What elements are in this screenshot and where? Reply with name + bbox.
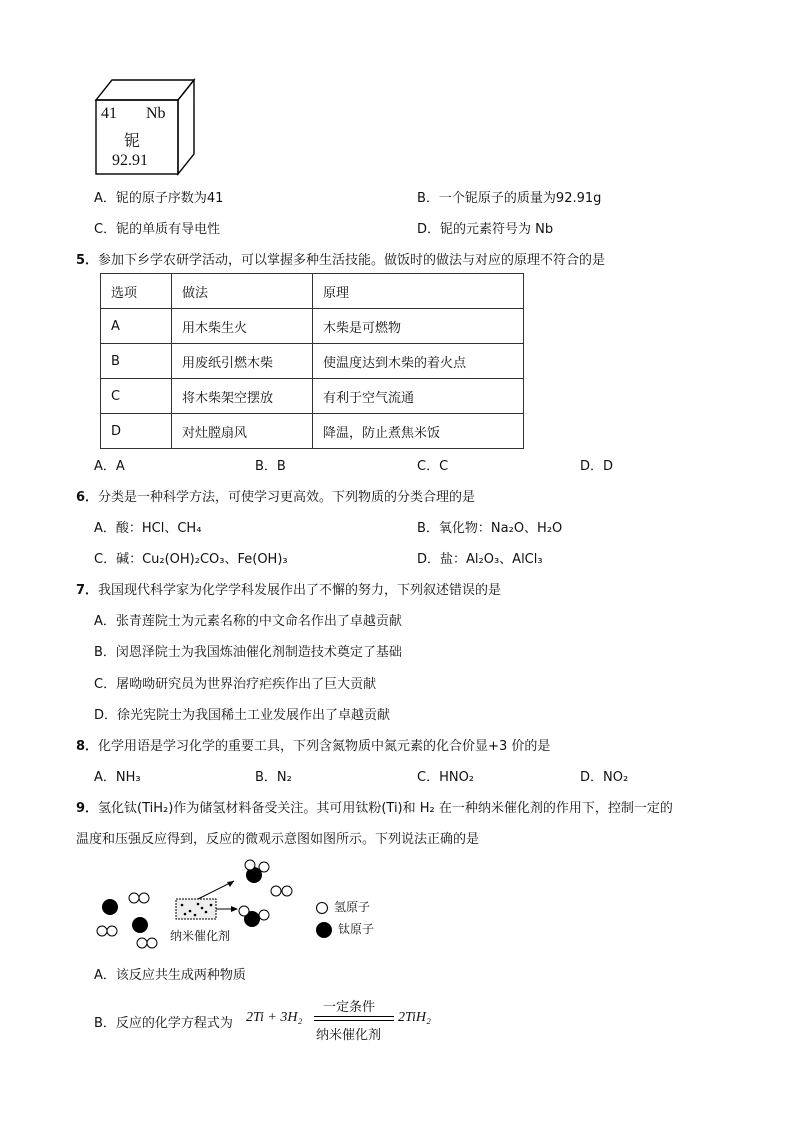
tih2-molecule [239,906,269,927]
q7-number: 7． [76,583,99,598]
table-cell: 木柴是可燃物 [313,309,524,344]
table-cell: 降温，防止煮焦米饭 [313,414,524,449]
h2-molecule [271,886,292,896]
q5-option-a: A．A [94,459,125,474]
h2-molecule [129,893,149,903]
table-header-cell: 选项 [101,274,172,309]
q8-option-a: A．NH₃ [94,770,141,785]
table-cell: 使温度达到木柴的着火点 [313,344,524,379]
q6-text: 分类是一种科学方法，可使学习更高效。下列物质的分类合理的是 [98,490,476,505]
table-header-row [101,274,524,309]
q7-stem [76,579,501,598]
q5-number: 5． [76,253,99,268]
q9-text-1: 氢化钛(TiH₂)作为储氢材料备受关注。其可用钛粉(Ti)和 H₂ 在一种纳米催化剂的作用下，控制一定的 [98,801,673,816]
catalyst-box [176,899,216,919]
tih2-molecule [245,860,269,883]
table-header-cell: 原理 [313,274,524,309]
table-cell: A [101,309,172,344]
h2-molecule [137,938,157,948]
table-row [101,309,524,344]
legend-hydrogen-label: 氢原子 [334,900,371,914]
equation-condition-bottom: 纳米催化剂 [316,1028,382,1043]
q7-option-a: A．张青莲院士为元素名称的中文命名作出了卓越贡献 [94,614,402,629]
q4-option-b: B．一个铌原子的质量为92.91g [417,191,602,206]
equation-right: 2TiH₂ [398,1010,431,1025]
element-name: 铌 [124,131,141,150]
hydrogen-atom-icon [316,902,328,914]
h2-molecule [97,926,117,936]
ti-atom [102,899,118,915]
catalyst-label: 纳米催化剂 [170,929,231,943]
table-row [101,379,524,414]
q9-stem-line1 [76,797,673,816]
q5-text: 参加下乡学农研学活动，可以掌握多种生活技能。做饭时的做法与对应的原理不符合的是 [98,253,606,268]
q6-stem [76,486,475,505]
ti-atom [132,917,148,933]
q8-option-c: C．HNO₂ [417,770,475,785]
table-header-cell: 做法 [172,274,313,309]
table-cell: 将木柴架空摆放 [172,379,313,414]
q7-option-c: C．屠呦呦研究员为世界治疗疟疾作出了巨大贡献 [94,677,377,692]
q8-text: 化学用语是学习化学的重要工具，下列含氮物质中氮元素的化合价显+3 价的是 [98,739,551,754]
q4-option-a: A．铌的原子序数为41 [94,191,224,206]
table-row [101,344,524,379]
legend-titanium [316,920,374,938]
q4-option-d: D．铌的元素符号为 Nb [417,222,554,237]
q9-option-b [94,1012,233,1031]
element-number: 41 [101,105,117,122]
element-symbol: Nb [146,105,166,122]
table-cell: 对灶膛扇风 [172,414,313,449]
table-row [101,414,524,449]
q8-stem [76,735,550,754]
equation-bar [314,1016,394,1021]
q5-option-c: C．C [417,459,449,474]
q5-table [100,273,524,449]
q9-number: 9． [76,801,99,816]
legend-titanium-label: 钛原子 [338,922,375,936]
q7-option-b: B．闵恩泽院士为我国炼油催化剂制造技术奠定了基础 [94,645,402,660]
equation-condition-top: 一定条件 [323,1000,376,1015]
element-mass: 92.91 [112,152,148,169]
q7-text: 我国现代科学家为化学学科发展作出了不懈的努力，下列叙述错误的是 [98,583,502,598]
q4-option-c: C．铌的单质有导电性 [94,222,221,237]
q9-option-b-prefix: B．反应的化学方程式为 [94,1016,233,1031]
q6-option-d: D．盐：Al₂O₃、AlCl₃ [417,552,543,567]
q8-option-b: B．N₂ [255,770,292,785]
table-cell: C [101,379,172,414]
q9-stem-line2: 温度和压强反应得到，反应的微观示意图如图所示。下列说法正确的是 [76,832,480,847]
q6-number: 6． [76,490,99,505]
legend-hydrogen [316,898,370,915]
table-cell: D [101,414,172,449]
table-cell: 有利于空气流通 [313,379,524,414]
q6-option-b: B．氧化物：Na₂O、H₂O [417,521,563,536]
table-cell: B [101,344,172,379]
q6-option-a: A．酸：HCl、CH₄ [94,521,202,536]
titanium-atom-icon [316,922,332,938]
table-cell: 用木柴生火 [172,309,313,344]
q7-option-d: D．徐光宪院士为我国稀土工业发展作出了卓越贡献 [94,708,391,723]
q6-option-c: C．碱：Cu₂(OH)₂CO₃、Fe(OH)₃ [94,552,288,567]
q8-option-d: D．NO₂ [580,770,629,785]
table-cell: 用废纸引燃木柴 [172,344,313,379]
q5-option-d: D．D [580,459,614,474]
q5-stem [76,249,605,268]
q5-option-b: B．B [255,459,286,474]
q8-number: 8． [76,739,99,754]
q9-option-a: A．该反应共生成两种物质 [94,968,246,983]
equation-left: 2Ti + 3H₂ [246,1010,303,1025]
